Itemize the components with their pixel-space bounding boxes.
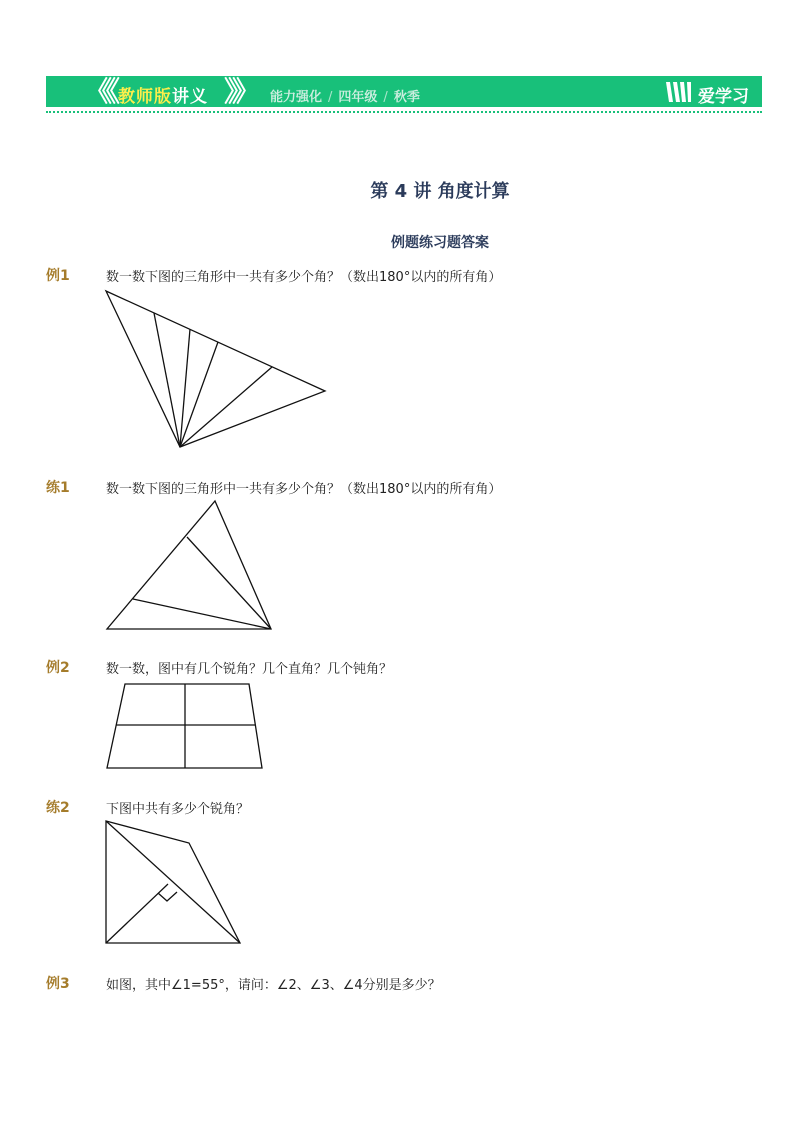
problem-label: 例3 — [46, 976, 70, 992]
problem-question: 如图，其中∠1=55°，请问：∠2、∠3、∠4分别是多少？ — [106, 978, 441, 993]
figure-fan-triangle — [100, 285, 332, 455]
crumb-grade: 四年级 — [338, 90, 378, 105]
page-title: 第 4 讲 角度计算 — [370, 181, 510, 202]
brand-rest: 讲义 — [172, 87, 208, 107]
breadcrumb — [270, 86, 420, 105]
figure-trapezoid-cross — [100, 680, 270, 775]
figure-triangle-two-lines — [100, 495, 280, 635]
brand-highlight: 教师版 — [118, 87, 172, 107]
crumb-season: 秋季 — [393, 90, 420, 105]
logo-stripes-icon — [664, 79, 696, 105]
problem-question: 数一数下图的三角形中一共有多少个角？（数出180°以内的所有角） — [106, 482, 502, 497]
page-subtitle: 例题练习题答案 — [391, 235, 489, 251]
triangle-outline — [107, 501, 271, 629]
crumb-ability: 能力强化 — [270, 90, 323, 105]
triangle-outline — [106, 291, 325, 447]
problem-label: 例2 — [46, 660, 70, 676]
problem-label: 练1 — [46, 480, 70, 496]
problem-label: 例1 — [46, 268, 70, 284]
chevron-left-icon: 《《 — [84, 75, 115, 108]
ray-line — [180, 329, 190, 447]
ray-line — [133, 599, 271, 629]
logo — [664, 79, 760, 105]
crumb-separator: / — [328, 90, 333, 105]
header-dotted-divider — [46, 111, 762, 113]
problem-question: 数一数下图的三角形中一共有多少个角？（数出180°以内的所有角） — [106, 270, 502, 285]
right-angle-mark — [158, 892, 177, 901]
crumb-separator: / — [383, 90, 388, 105]
logo-text: 爱学习 — [698, 87, 749, 107]
chevron-right-icon: 》》 — [224, 75, 255, 108]
problem-question: 数一数，图中有几个锐角？几个直角？几个钝角？ — [106, 662, 393, 677]
problem-label: 练2 — [46, 800, 70, 816]
ray-line — [187, 537, 271, 629]
figure-quadrilateral-right-angle — [100, 815, 250, 950]
brand-title — [118, 82, 208, 107]
ray-line — [154, 313, 180, 447]
problem-question: 下图中共有多少个锐角？ — [106, 802, 250, 817]
